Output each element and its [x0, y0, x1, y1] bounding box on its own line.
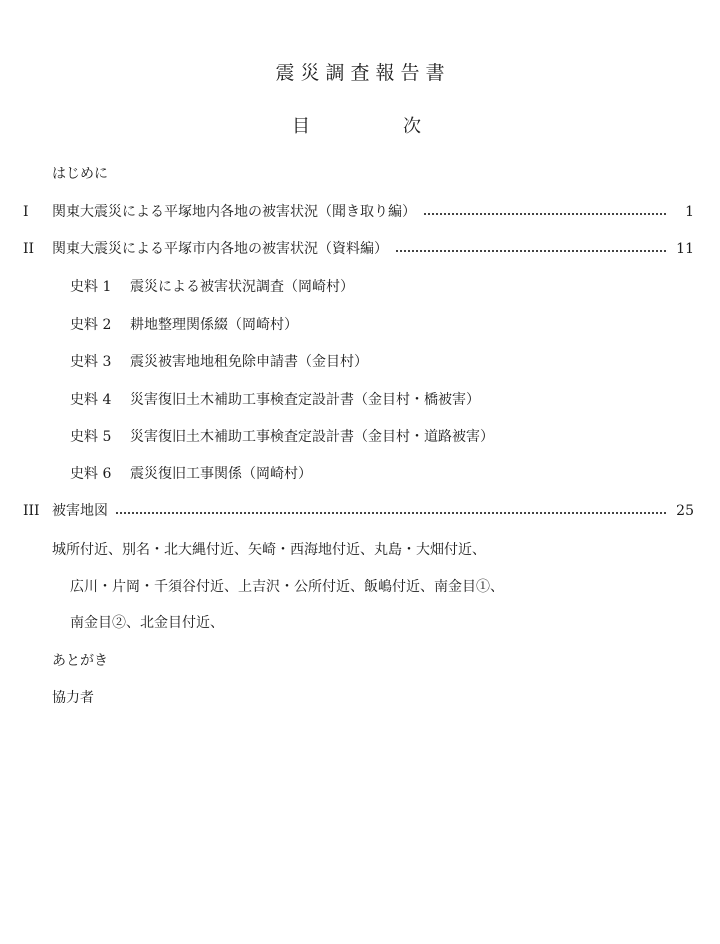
toc-afterword: あとがき: [52, 653, 108, 669]
leader-dots: [424, 213, 666, 215]
toc-entry-section-1[interactable]: [52, 202, 694, 222]
item-text-3[interactable]: 震災被害地地租免除申請書（金目村）: [130, 354, 368, 370]
toc-page-number: 25: [676, 503, 694, 519]
section-numeral-3: III: [23, 503, 40, 519]
item-text-4[interactable]: 災害復旧土木補助工事検査定設計書（金目村・橋被害）: [130, 392, 480, 408]
map-line-3: 南金目②、北金目付近、: [70, 615, 224, 631]
toc-entry-section-2[interactable]: [52, 239, 694, 259]
toc-page-number: 11: [676, 241, 694, 257]
toc-page-number: 1: [685, 204, 694, 220]
toc-heading-right: 次: [403, 116, 421, 137]
item-label-5: 史料 5: [70, 429, 112, 445]
item-label-6: 史料 6: [70, 466, 112, 482]
item-text-6[interactable]: 震災復旧工事関係（岡崎村）: [130, 466, 312, 482]
item-text-2[interactable]: 耕地整理関係綴（岡崎村）: [130, 317, 298, 333]
item-text-5[interactable]: 災害復旧土木補助工事検査定設計書（金目村・道路被害）: [130, 429, 494, 445]
leader-dots: [396, 250, 666, 252]
section-numeral-2: II: [23, 241, 35, 257]
section-numeral-1: I: [23, 204, 29, 220]
item-label-2: 史料 2: [70, 317, 112, 333]
toc-cooperators: 協力者: [52, 690, 94, 706]
item-label-1: 史料 1: [70, 279, 112, 295]
toc-entry-text: 関東大震災による平塚市内各地の被害状況（資料編）: [52, 241, 388, 257]
item-text-1[interactable]: 震災による被害状況調査（岡崎村）: [130, 279, 354, 295]
map-line-2: 広川・片岡・千須谷付近、上吉沢・公所付近、飯嶋付近、南金目①、: [70, 579, 504, 595]
leader-dots: [116, 512, 666, 514]
document-title: 震災調査報告書: [275, 62, 451, 84]
item-label-3: 史料 3: [70, 354, 112, 370]
toc-entry-section-3[interactable]: [52, 501, 694, 521]
map-line-1: 城所付近、別名・北大縄付近、矢崎・西海地付近、丸島・大畑付近、: [52, 542, 486, 558]
toc-heading-left: 目: [292, 116, 310, 137]
item-label-4: 史料 4: [70, 392, 112, 408]
toc-entry-text: 被害地図: [52, 503, 108, 519]
toc-entry-text: 関東大震災による平塚地内各地の被害状況（聞き取り編）: [52, 204, 416, 220]
toc-intro: はじめに: [52, 166, 108, 182]
